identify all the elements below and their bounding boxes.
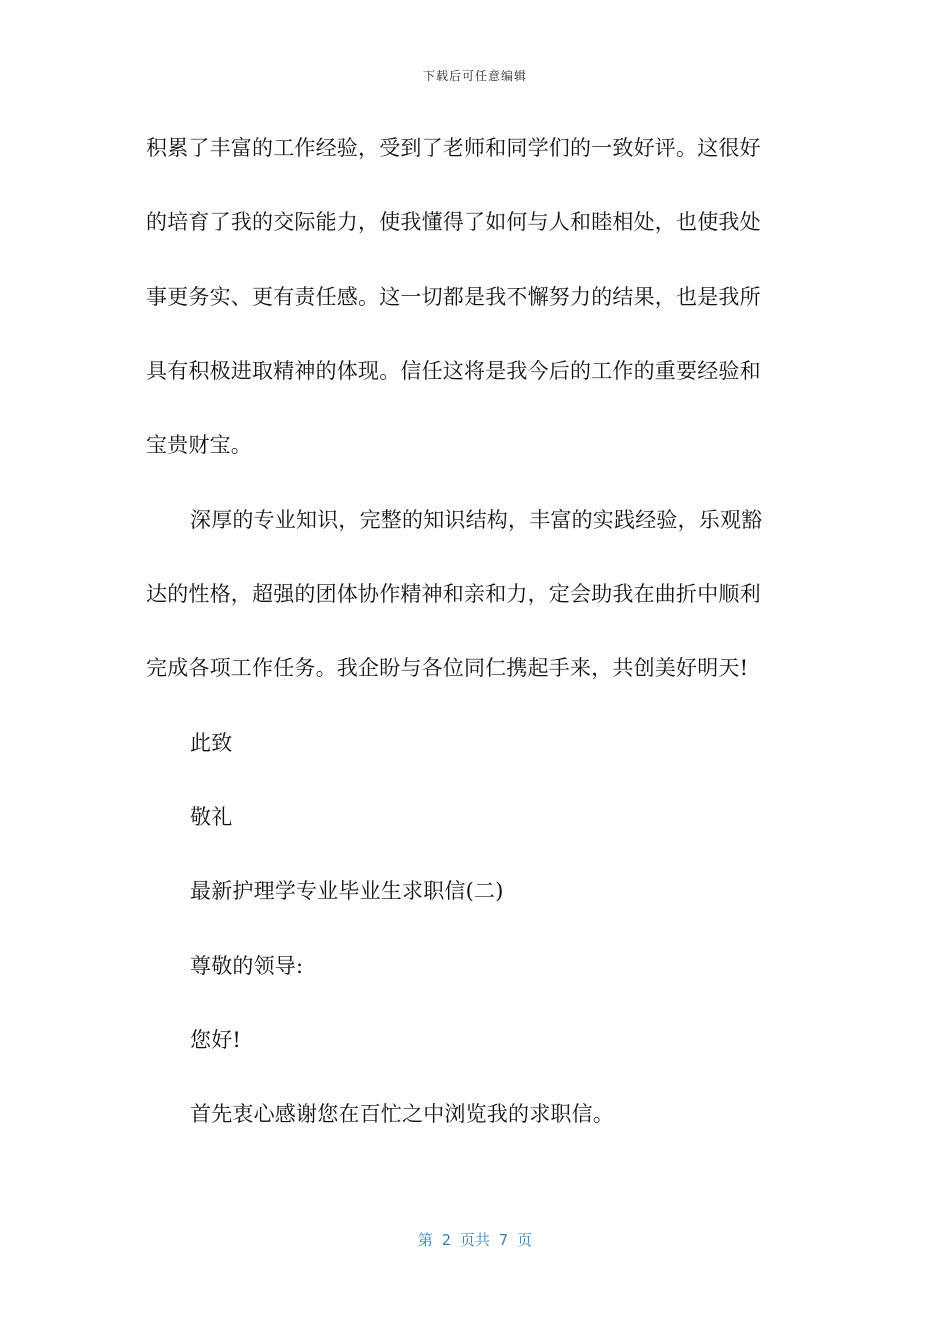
paragraph-start-line: 深厚的专业知识，完整的知识结构，丰富的实践经验，乐观豁 bbox=[190, 508, 763, 532]
letter-greeting: 尊敬的领导: bbox=[190, 954, 304, 978]
body-line: 积累了丰富的工作经验，受到了老师和同学们的一致好评。这很好 bbox=[146, 136, 761, 160]
letter-hello: 您好! bbox=[190, 1028, 242, 1052]
section-title: 最新护理学专业毕业生求职信(二) bbox=[190, 879, 504, 903]
page-number-footer: 第 2 页共 7 页 bbox=[417, 1231, 533, 1249]
body-line: 完成各项工作任务。我企盼与各位同仁携起手来，共创美好明天! bbox=[146, 656, 749, 680]
closing-regards: 敬礼 bbox=[190, 805, 233, 829]
closing-salutation: 此致 bbox=[190, 731, 233, 755]
body-line: 的培育了我的交际能力，使我懂得了如何与人和睦相处，也使我处 bbox=[146, 210, 761, 234]
body-line: 达的性格，超强的团体协作精神和亲和力，定会助我在曲折中顺利 bbox=[146, 582, 761, 606]
body-line: 事更务实、更有责任感。这一切都是我不懈努力的结果，也是我所 bbox=[146, 285, 761, 309]
page-header-note: 下载后可任意编辑 bbox=[422, 69, 527, 83]
body-line: 具有积极进取精神的体现。信任这将是我今后的工作的重要经验和 bbox=[146, 359, 761, 383]
paragraph-start-line: 首先衷心感谢您在百忙之中浏览我的求职信。 bbox=[190, 1102, 614, 1126]
body-line: 宝贵财宝。 bbox=[146, 433, 252, 457]
